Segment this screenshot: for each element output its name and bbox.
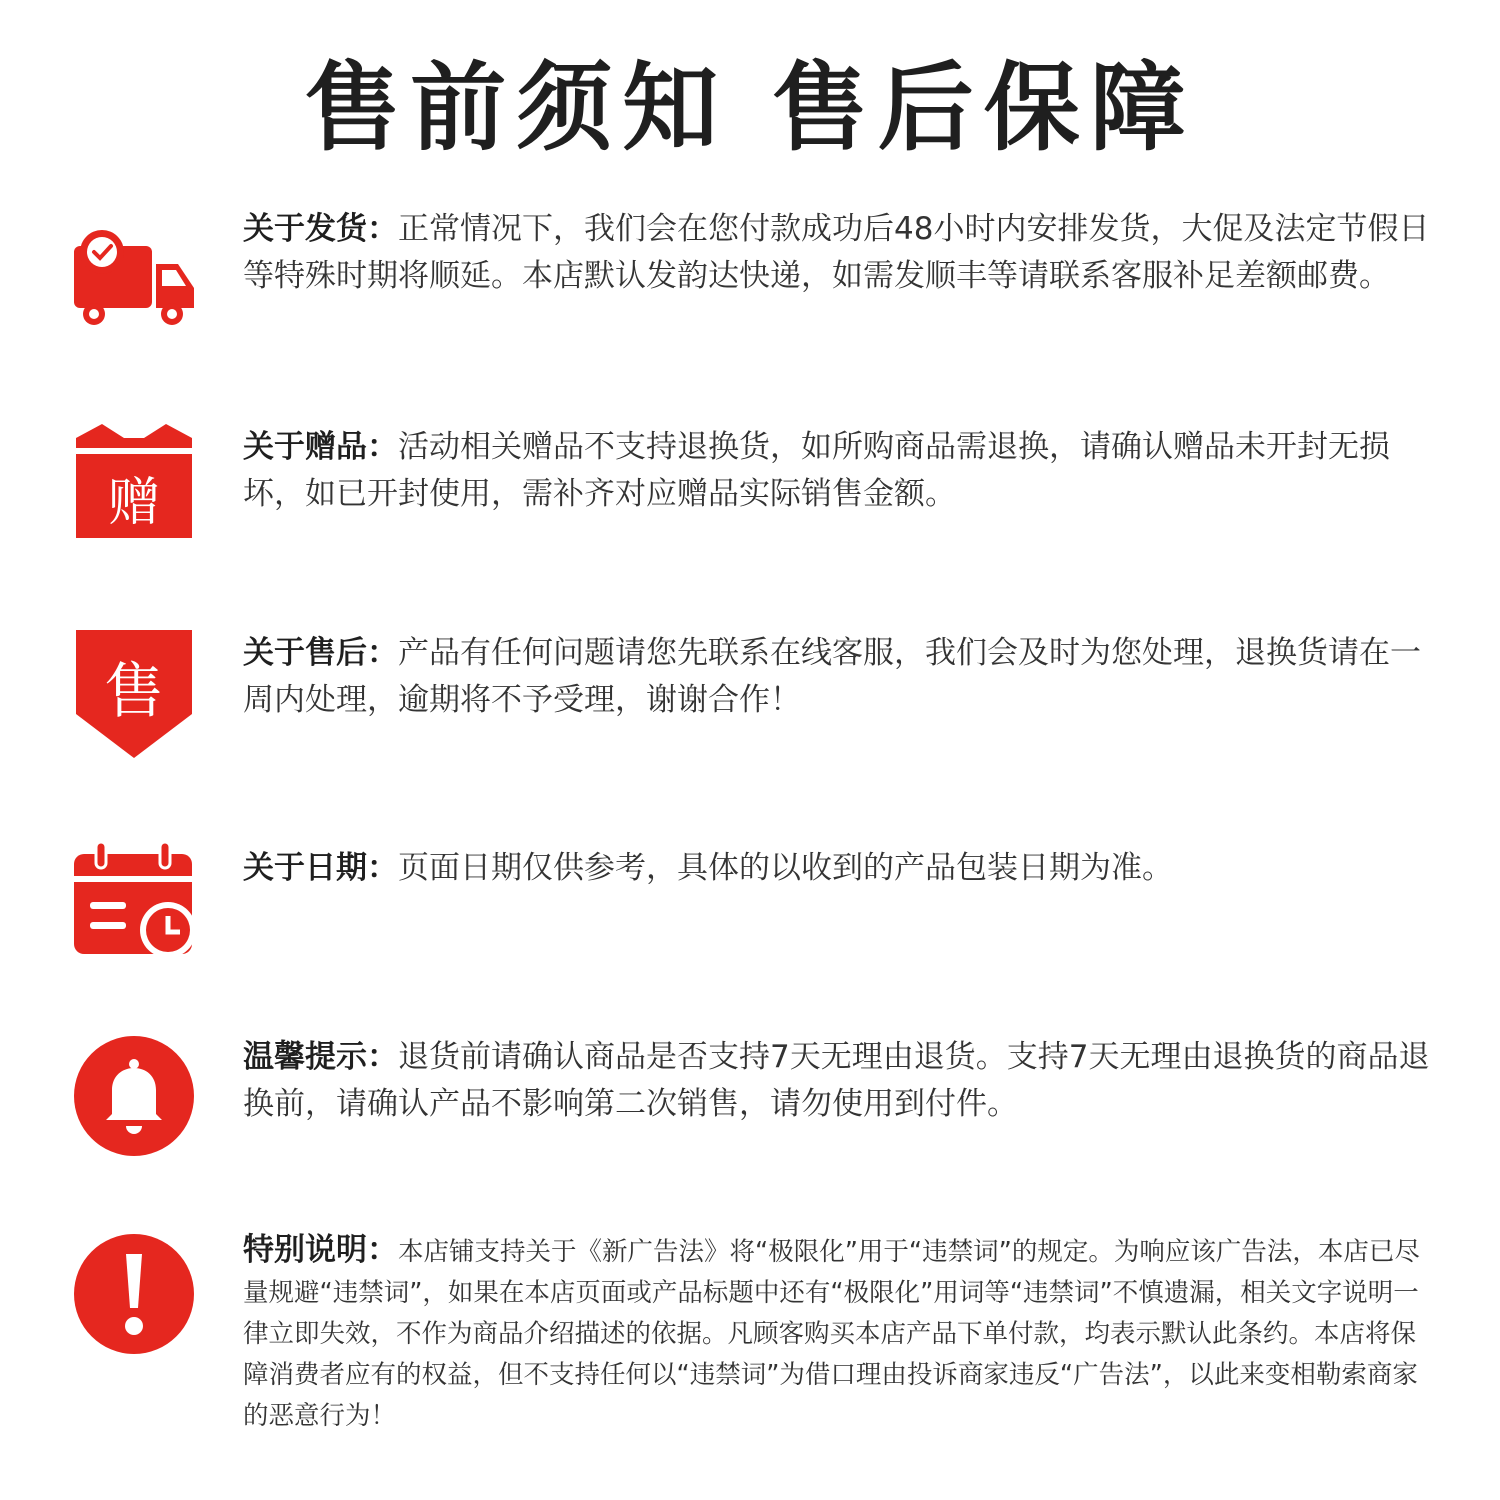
bell-icon — [72, 1034, 196, 1158]
after-sales-text — [243, 630, 1433, 724]
section-body: 产品有任何问题请您先联系在线客服，我们会及时为您处理，退换货请在一周内处理，逾期将不予受理，谢谢合作！ — [243, 635, 1421, 718]
shield-icon-glyph: 售 — [104, 657, 164, 727]
tips-text — [243, 1034, 1433, 1128]
gift-icon-glyph: 赠 — [107, 473, 161, 533]
gift-box-icon — [72, 424, 196, 540]
shipping-text — [243, 206, 1433, 300]
delivery-truck-icon — [72, 226, 196, 326]
section-body: 活动相关赠品不支持退换货，如所购商品需退换，请确认赠品未开封无损坏，如已开封使用，需补齐对应赠品实际销售金额。 — [243, 429, 1390, 512]
section-body: 页面日期仅供参考，具体的以收到的产品包装日期为准。 — [398, 850, 1173, 886]
section-body: 退货前请确认商品是否支持7天无理由退货。支持7天无理由退换货的商品退换前，请确认产品不影响第二次销售，请勿使用到付件。 — [243, 1039, 1430, 1122]
section-label: 关于发货： — [243, 211, 398, 247]
section-label: 关于日期： — [243, 850, 398, 886]
section-label: 温馨提示： — [243, 1039, 398, 1075]
gifts-text — [243, 424, 1433, 518]
exclamation-icon — [72, 1232, 196, 1356]
section-body: 正常情况下，我们会在您付款成功后48小时内安排发货，大促及法定节假日等特殊时期将顺延。本店默认发韵达快递，如需发顺丰等请联系客服补足差额邮费。 — [243, 211, 1430, 294]
dates-text — [243, 845, 1433, 892]
calendar-clock-icon — [72, 842, 196, 956]
section-label: 关于售后： — [243, 635, 398, 671]
shield-icon — [72, 628, 196, 760]
section-label: 特别说明： — [243, 1232, 398, 1268]
section-label: 关于赠品： — [243, 429, 398, 465]
section-body: 本店铺支持关于《新广告法》将“极限化”用于“违禁词”的规定。为响应该广告法，本店已尽量规避“违禁词”，如果在本店页面或产品标题中还有“极限化”用词等“违禁词”不慎遗漏，相关文字说明一律立即失效，不作为商品介绍描述的依据。凡顾客购买本店产品下单付款，均表示默认此条约。本店将保障消费者应有的权益，但不支持任何以“违禁词”为借口理由投诉商家违反“广告法”，以此来变相勒索商家的恶意行为！ — [243, 1237, 1420, 1431]
special-notice-text — [243, 1230, 1433, 1437]
page-title: 售前须知 售后保障 — [304, 52, 1196, 164]
